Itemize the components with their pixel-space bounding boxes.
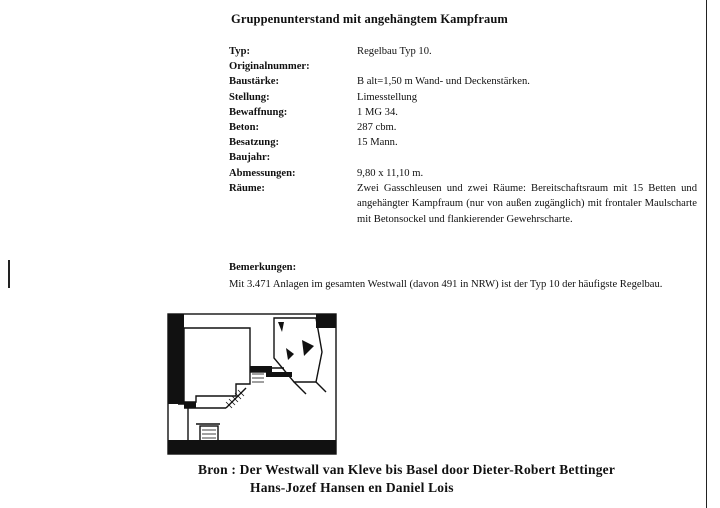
source-citation bbox=[198, 462, 615, 496]
field-row-bewaffnung bbox=[229, 105, 697, 120]
field-label: Originalnummer: bbox=[229, 61, 310, 73]
field-row-besatzung bbox=[229, 135, 697, 150]
field-label: Beton: bbox=[229, 122, 260, 134]
bunker-floor-plan bbox=[166, 312, 346, 458]
field-row-stellung bbox=[229, 90, 697, 105]
field-label: Besatzung: bbox=[229, 137, 280, 149]
remarks-text: Mit 3.471 Anlagen im gesamten Westwall (davon 491 in NRW) ist der Typ 10 der häufigste Regelbau. bbox=[229, 279, 663, 290]
field-row-originalnummer bbox=[229, 59, 697, 74]
source-line-1: Bron : Der Westwall van Kleve bis Basel door Dieter-Robert Bettinger bbox=[198, 462, 616, 477]
field-label: Abmessungen: bbox=[229, 167, 296, 179]
field-value: 9,80 x 11,10 m. bbox=[357, 167, 424, 179]
field-value: Zwei Gasschleusen und zwei Räume: Bereitschaftsraum mit 15 Betten und angehängter Kampfraum (nur von außen zugänglich) mit frontaler Maulscharte mit Betonsockel und flankierender Gewehrscharte. bbox=[357, 182, 697, 226]
field-value: Regelbau Typ 10. bbox=[357, 46, 432, 57]
field-row-baujahr bbox=[229, 150, 697, 165]
field-label: Baujahr: bbox=[229, 152, 271, 164]
field-value: Limesstellung bbox=[357, 91, 418, 103]
field-table bbox=[229, 44, 697, 228]
field-label: Baustärke: bbox=[229, 76, 280, 88]
field-value: 15 Mann. bbox=[357, 137, 398, 149]
field-row-abmessungen bbox=[229, 166, 697, 181]
field-value: 1 MG 34. bbox=[357, 106, 398, 118]
field-row-beton bbox=[229, 120, 697, 135]
field-row-typ bbox=[229, 44, 697, 59]
scan-edge-right bbox=[706, 0, 707, 508]
field-value bbox=[357, 59, 697, 74]
field-row-baustaerke bbox=[229, 74, 697, 89]
remarks-heading: Bemerkungen: bbox=[229, 262, 297, 273]
field-value bbox=[357, 150, 697, 165]
field-label: Bewaffnung: bbox=[229, 106, 288, 118]
field-row-raeume bbox=[229, 181, 697, 228]
source-line-2: Hans-Jozef Hansen en Daniel Lois bbox=[250, 480, 454, 495]
field-label: Typ: bbox=[229, 46, 250, 57]
field-label: Räume: bbox=[229, 182, 265, 194]
field-value: B alt=1,50 m Wand- und Deckenstärken. bbox=[357, 76, 530, 88]
scan-edge-left bbox=[8, 260, 10, 288]
field-label: Stellung: bbox=[229, 91, 270, 103]
document-title: Gruppenunterstand mit angehängtem Kampfraum bbox=[231, 12, 508, 26]
field-value: 287 cbm. bbox=[357, 122, 397, 134]
